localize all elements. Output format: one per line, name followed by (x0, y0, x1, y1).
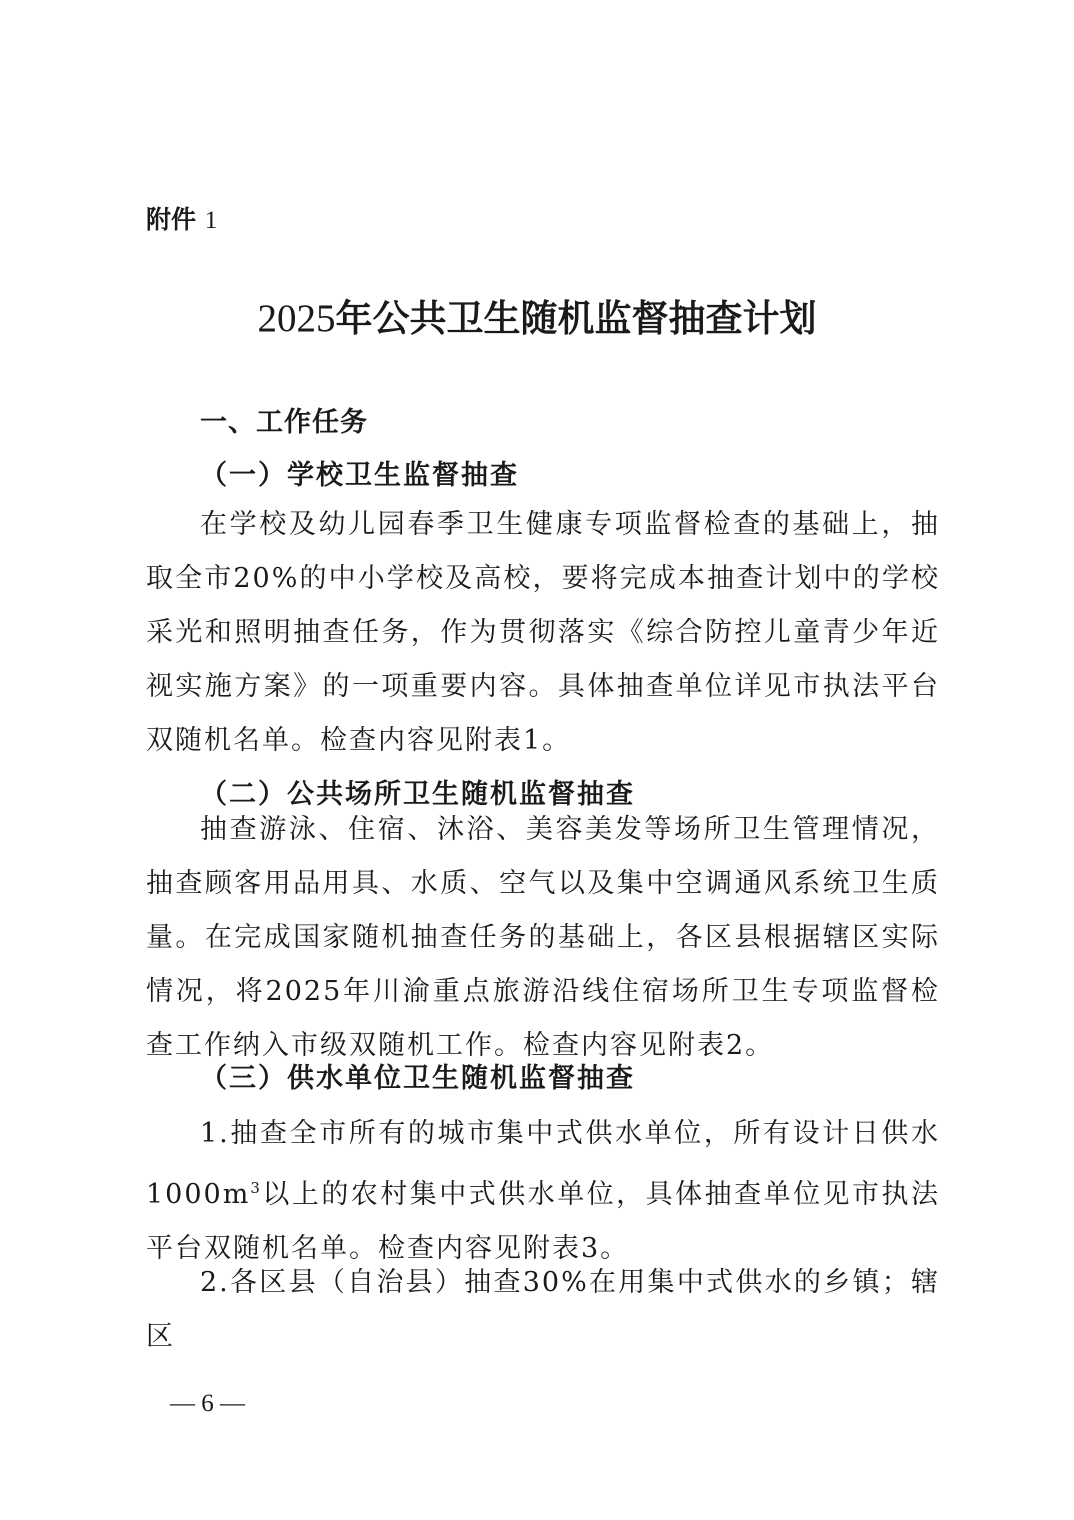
paragraph-water-item2: 2.各区县（自治县）抽查30%在用集中式供水的乡镇；辖区 (146, 1267, 940, 1352)
page-number: — 6 — (170, 1390, 245, 1417)
paragraph-water-item1 (146, 1107, 940, 1276)
title-year: 2025 (257, 297, 336, 340)
section-heading-work-tasks: 一、工作任务 (200, 407, 368, 438)
attachment-text: 附件 (146, 205, 197, 234)
document-title (0, 294, 1074, 344)
paragraph-school: 在学校及幼儿园春季卫生健康专项监督检查的基础上，抽取全市20%的中小学校及高校，要将完成本抽查计划中的学校采光和照明抽查任务，作为贯彻落实《综合防控儿童青少年近视实施方案》的一项重要内容。具体抽查单位详见市执法平台双随机名单。检查内容见附表1。 (146, 509, 940, 756)
subsection-heading-public-places: （二）公共场所卫生随机监督抽查 (200, 779, 635, 810)
subsection-heading-school: （一）学校卫生监督抽查 (200, 460, 519, 491)
superscript-3: 3 (250, 1179, 262, 1197)
water-item1-text-b: 以上的农村集中式供水单位，具体抽查单位见市执法平台双随机名单。检查内容见附表3。 (146, 1179, 940, 1264)
paragraph-public-places: 抽查游泳、住宿、沐浴、美容美发等场所卫生管理情况，抽查顾客用品用具、水质、空气以及集中空调通风系统卫生质量。在完成国家随机抽查任务的基础上，各区县根据辖区实际情况，将2025年川渝重点旅游沿线住宿场所卫生专项监督检查工作纳入市级双随机工作。检查内容见附表2。 (146, 814, 940, 1061)
title-text: 年公共卫生随机监督抽查计划 (335, 297, 817, 340)
water-item1-text-a: 1.抽查全市所有的城市集中式供水单位，所有设计日供水1000m (146, 1118, 940, 1210)
subsection-heading-water-supply: （三）供水单位卫生随机监督抽查 (200, 1063, 635, 1094)
attachment-label (146, 200, 217, 241)
attachment-number: 1 (204, 207, 218, 234)
